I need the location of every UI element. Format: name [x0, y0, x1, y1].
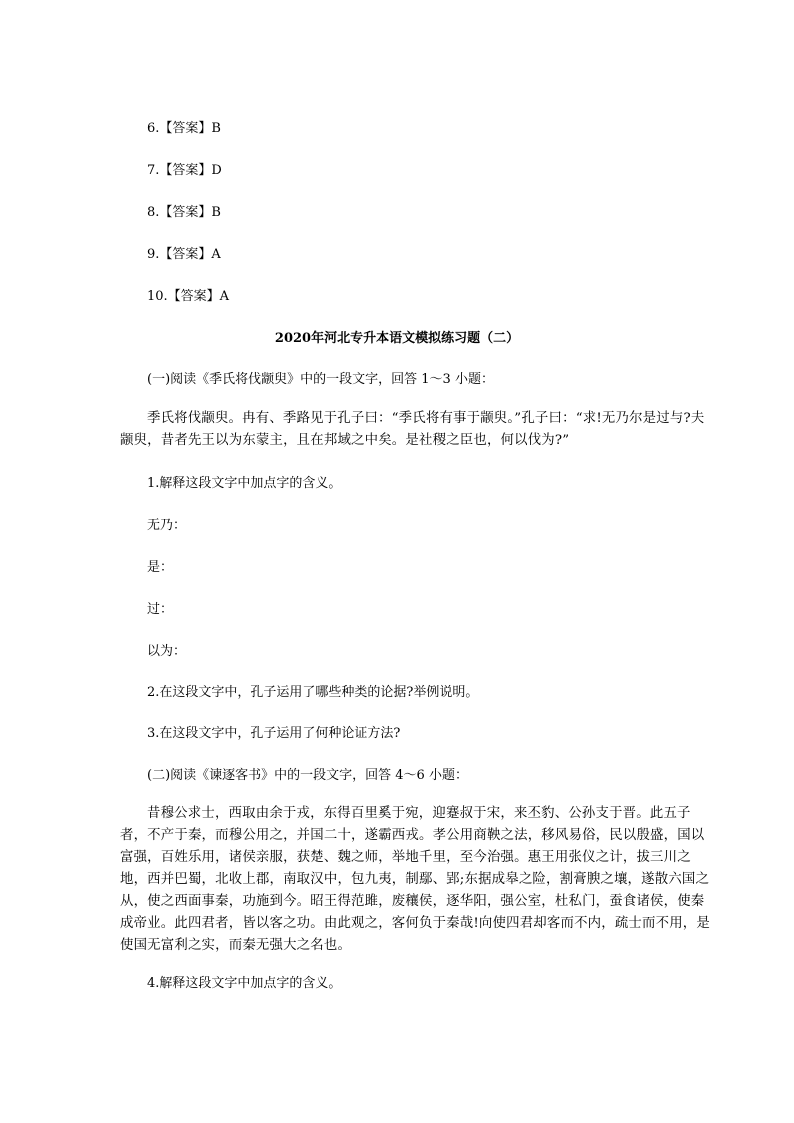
passage-paragraph: 昔穆公求士，西取由余于戎，东得百里奚于宛，迎蹇叔于宋，来丕豹、公孙支于晋。此五子者，不产于秦，而穆公用之，并国二十，遂霸西戎。孝公用商鞅之法，移风易俗，民以殷盛，国以富强，百姓乐用，诸侯亲服，获楚、魏之师，举地千里，至今治强。惠王用张仪之计，拔三川之地，西并巴蜀，北收上郡，南取汉中，包九夷，制鄢、郢;东据成皋之险，割膏腴之壤，遂散六国之从，使之西面事秦，功施到今。昭王得范雎，废穰侯，逐华阳，强公室，杜私门，蚕食诸侯，使秦成帝业。此四君者，皆以客之功。由此观之，客何负于秦哉!向使四君却客而不内，疏士而不用，是使国无富利之实，而秦无强大之名也。	[120, 806, 710, 953]
document-title: 2020年河北专升本语文模拟练习题（二）	[274, 331, 520, 346]
answer-line: 6.【答案】B	[147, 121, 221, 136]
section-heading: (一)阅读《季氏将伐颛臾》中的一段文字，回答 1～3 小题：	[147, 372, 494, 387]
passage-paragraph: 季氏将伐颛臾。冉有、季路见于孔子曰：“季氏将有事于颛臾。”孔子曰：“求!无乃尔是过与?夫颛臾，昔者先王以为东蒙主，且在邦域之中矣。是社稷之臣也，何以伐为?”	[120, 411, 705, 448]
question-4: 4.解释这段文字中加点字的含义。	[147, 976, 342, 991]
blank-label: 是：	[147, 560, 174, 575]
question-2: 2.在这段文字中，孔子运用了哪些种类的论据?举例说明。	[147, 685, 479, 700]
section-heading: (二)阅读《谏逐客书》中的一段文字，回答 4～6 小题：	[147, 768, 468, 783]
blank-label: 过：	[147, 602, 174, 617]
question-3: 3.在这段文字中，孔子运用了何种论证方法?	[147, 726, 401, 741]
answer-line: 10.【答案】A	[147, 289, 230, 304]
answer-line: 8.【答案】B	[147, 205, 221, 220]
answer-line: 7.【答案】D	[147, 163, 222, 178]
question-1: 1.解释这段文字中加点字的含义。	[147, 476, 342, 491]
blank-label: 无乃：	[147, 518, 187, 533]
answer-line: 9.【答案】A	[147, 247, 221, 262]
blank-label: 以为：	[147, 644, 187, 659]
